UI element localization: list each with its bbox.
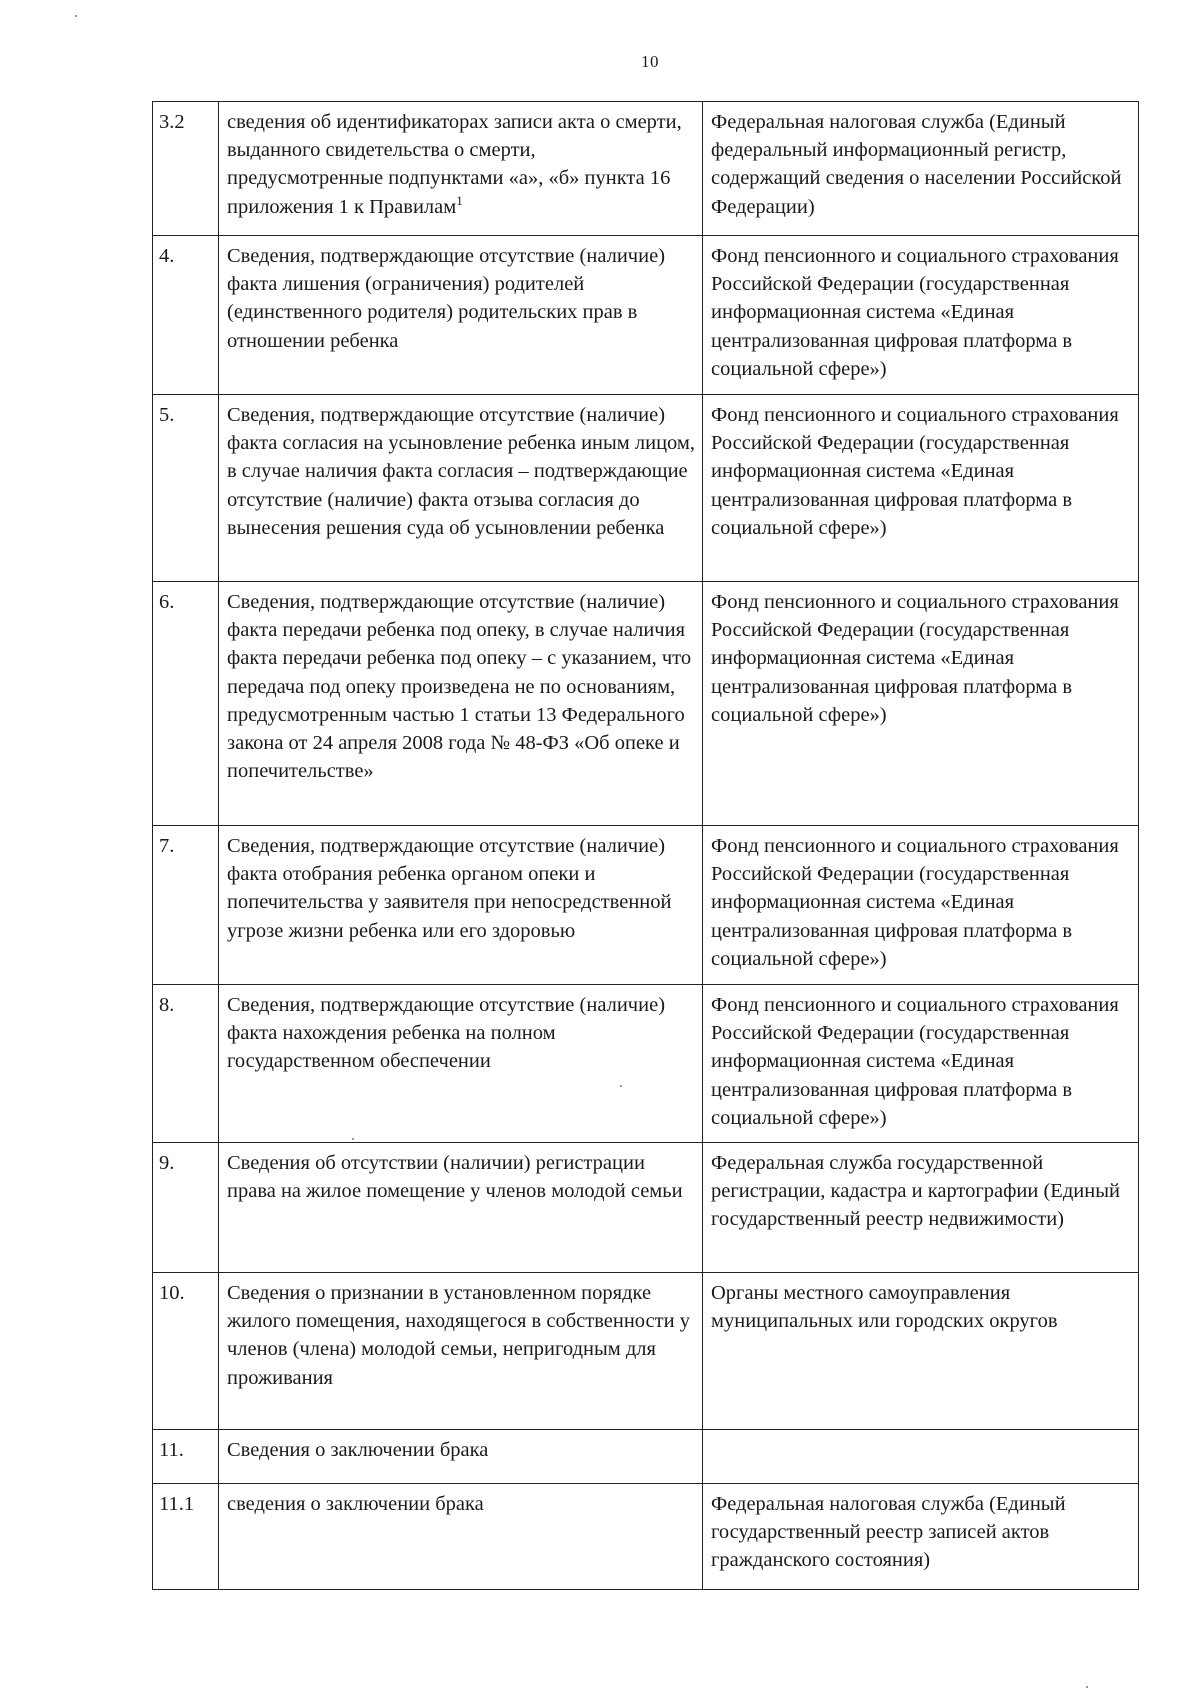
records-table [152, 101, 1139, 1590]
row-description: Сведения, подтверждающие отсутствие (наличие) факта передачи ребенка под опеку, в случае наличия факта передачи ребенка под опеку – с указанием, что передача под опеку произведена не по основаниям, предусмотренным частью 1 статьи 13 Федерального закона от 24 апреля 2008 года № 48-ФЗ «Об опеке и попечительстве» [219, 582, 703, 826]
table-row [153, 1143, 1139, 1273]
row-description: Сведения, подтверждающие отсутствие (наличие) факта согласия на усыновление ребенка иным лицом, в случае наличия факта согласия – подтверждающие отсутствие (наличие) факта отзыва согласия до вынесения решения суда об усыновлении ребенка [219, 395, 703, 582]
row-description: Сведения о заключении брака [219, 1430, 703, 1484]
row-source: Федеральная служба государственной регистрации, кадастра и картографии (Единый государственный реестр недвижимости) [703, 1143, 1139, 1273]
row-source: Фонд пенсионного и социального страхования Российской Федерации (государственная информационная система «Единая централизованная цифровая платформа в социальной сфере») [703, 985, 1139, 1143]
scan-speck [1086, 1686, 1088, 1688]
row-source: Фонд пенсионного и социального страхования Российской Федерации (государственная информационная система «Единая централизованная цифровая платформа в социальной сфере») [703, 582, 1139, 826]
row-description: Сведения, подтверждающие отсутствие (наличие) факта нахождения ребенка на полном государственном обеспечении [219, 985, 703, 1143]
row-source: Федеральная налоговая служба (Единый федеральный информационный регистр, содержащий сведения о населении Российской Федерации) [703, 102, 1139, 236]
table-row [153, 236, 1139, 395]
table-row [153, 395, 1139, 582]
table-row [153, 582, 1139, 826]
table-row [153, 1430, 1139, 1484]
row-number: 6. [153, 582, 219, 826]
scan-speck [75, 15, 77, 17]
row-description: Сведения об отсутствии (наличии) регистрации права на жилое помещение у членов молодой семьи [219, 1143, 703, 1273]
row-number: 7. [153, 826, 219, 985]
row-number: 10. [153, 1273, 219, 1430]
table-row [153, 102, 1139, 236]
table-row [153, 985, 1139, 1143]
row-description: Сведения, подтверждающие отсутствие (наличие) факта лишения (ограничения) родителей (единственного родителя) родительских прав в отношении ребенка [219, 236, 703, 395]
row-description-text: сведения об идентификаторах записи акта о смерти, выданного свидетельства о смерти, предусмотренные подпунктами «а», «б» пункта 16 приложения 1 к Правилам [227, 111, 682, 218]
row-source: Фонд пенсионного и социального страхования Российской Федерации (государственная информационная система «Единая централизованная цифровая платформа в социальной сфере») [703, 236, 1139, 395]
row-description: Сведения о признании в установленном порядке жилого помещения, находящегося в собственности у членов (члена) молодой семьи, непригодным для проживания [219, 1273, 703, 1430]
scan-speck [352, 1138, 354, 1140]
row-number: 9. [153, 1143, 219, 1273]
page-number: 10 [641, 52, 659, 71]
table-row [153, 1273, 1139, 1430]
row-description [219, 102, 703, 236]
footnote-marker: 1 [456, 192, 463, 208]
row-description: Сведения, подтверждающие отсутствие (наличие) факта отобрания ребенка органом опеки и попечительства у заявителя при непосредственной угрозе жизни ребенка или его здоровью [219, 826, 703, 985]
row-description: сведения о заключении брака [219, 1484, 703, 1590]
row-source [703, 1430, 1139, 1484]
row-number: 11.1 [153, 1484, 219, 1590]
row-source: Фонд пенсионного и социального страхования Российской Федерации (государственная информационная система «Единая централизованная цифровая платформа в социальной сфере») [703, 395, 1139, 582]
row-source: Фонд пенсионного и социального страхования Российской Федерации (государственная информационная система «Единая централизованная цифровая платформа в социальной сфере») [703, 826, 1139, 985]
row-number: 4. [153, 236, 219, 395]
row-number: 3.2 [153, 102, 219, 236]
row-source: Органы местного самоуправления муниципальных или городских округов [703, 1273, 1139, 1430]
table-row [153, 1484, 1139, 1590]
scan-speck [620, 1085, 622, 1087]
table-row [153, 826, 1139, 985]
row-number: 5. [153, 395, 219, 582]
row-number: 11. [153, 1430, 219, 1484]
row-number: 8. [153, 985, 219, 1143]
row-source: Федеральная налоговая служба (Единый государственный реестр записей актов гражданского состояния) [703, 1484, 1139, 1590]
